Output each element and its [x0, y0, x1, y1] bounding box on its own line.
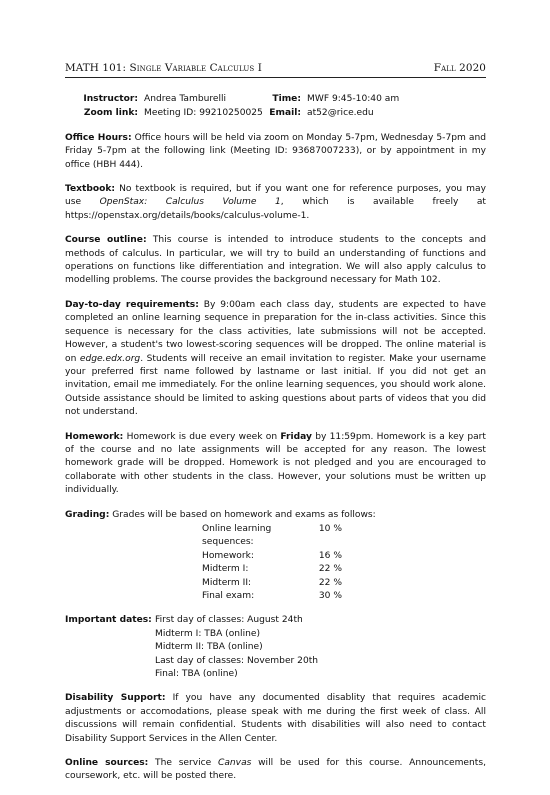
edx-site: edge.edx.org — [79, 353, 141, 364]
textbook-text: No textbook is required, but if you want one for reference purposes, you may use — [65, 184, 486, 208]
grading-section — [65, 509, 486, 522]
grade-item-name: Midterm I: — [202, 564, 249, 575]
zoom-label: Zoom link: — [83, 108, 138, 119]
grade-item-name: Homework: — [202, 550, 254, 561]
online-sources-text: The service — [155, 757, 218, 768]
disability-label: Disability Support: — [65, 693, 166, 704]
important-dates-label: Important dates: — [65, 615, 152, 626]
email-label: Email: — [269, 108, 301, 119]
office-hours-section — [65, 132, 486, 172]
instructor-label: Instructor: — [83, 94, 138, 104]
grade-item-name: Final exam: — [202, 591, 255, 601]
grading-text: Grades will be based on homework and exams as follows: — [112, 509, 376, 520]
grade-item-weight: 22 % — [318, 577, 342, 588]
instructor-name: Andrea Tamburelli — [144, 94, 227, 104]
office-hours-label: Office Hours: — [65, 132, 132, 143]
homework-section — [65, 431, 486, 498]
day-to-day-section — [65, 299, 486, 420]
online-sources-text-rest: will be used for this course. Announcements, coursework, etc. will be posted there. — [65, 757, 486, 782]
disability-section — [65, 692, 486, 746]
grade-item-weight: 30 % — [318, 591, 342, 601]
online-sources-section — [65, 757, 486, 784]
day-to-day-label: Day-to-day requirements: — [65, 299, 199, 310]
disability-text: If you have any documented disablity that requires academic adjustments or accomodations, please speak with me during the first week of class. All discussions will remain confidential. Students with disabilities will also need to contact Disability Support Services in the Allen Center. — [65, 693, 486, 744]
course-outline-label: Course outline: — [65, 235, 147, 246]
course-outline-section — [65, 234, 486, 288]
textbook-section — [65, 183, 486, 223]
office-hours-text: Office hours will be held via zoom on Monday 5-7pm, Wednesday 5-7pm and Friday 5-7pm at the following link (Meeting ID: 93687007233), or by appointment in my office (HBH 444). — [65, 132, 486, 170]
homework-text-rest: by 11:59pm. Homework is a key part of the course and no late assignments will be accepted for any reason. The lowest homework grade will be dropped. Homework is not pledged and you are encouraged to collaborate with other students in the class. However, your solutions must be written up individually. — [65, 431, 486, 496]
homework-label: Homework: — [65, 431, 124, 442]
term: Fall 2020 — [433, 62, 486, 74]
date-item: Final: TBA (online) — [155, 668, 238, 679]
textbook-label: Textbook: — [65, 184, 116, 195]
running-header — [65, 62, 486, 75]
day-to-day-text: By 9:00am each class day, students are expected to have completed an online learning sequence in preparation for the in-class activities. Since this sequence is necessary for the class activities, late submissions will not be accepted. However, a student's two lowest-scoring sequences will be dropped. The online material is on — [65, 299, 486, 364]
email-address[interactable]: at52@rice.edu — [307, 108, 374, 119]
syllabus-body — [65, 93, 486, 795]
grading-label: Grading: — [65, 509, 110, 520]
textbook-link-text: , which is available freely at https://openstax.org/details/books/calculus-volume-1. — [65, 197, 486, 221]
date-item: Midterm II: TBA (online) — [155, 642, 263, 653]
class-time: MWF 9:45-10:40 am — [307, 94, 400, 104]
date-item: Midterm I: TBA (online) — [155, 628, 261, 639]
canvas-service: Canvas — [218, 757, 252, 768]
time-label: Time: — [272, 94, 301, 104]
course-outline-text: This course is intended to introduce students to the concepts and methods of calculus. In particular, we will try to build an understanding of functions and operations on functions like differentiation and integration. We will also apply calculus to modelling problems. The course provides the background necessary for Math 102. — [65, 235, 486, 286]
date-item: Last day of classes: November 20th — [155, 655, 319, 666]
header-rule — [65, 77, 486, 78]
grade-item-name: Midterm II: — [202, 577, 252, 588]
homework-due-day: Friday — [280, 431, 312, 442]
day-to-day-text-rest: . Students will receive an email invitation to register. Make your username your preferred first name followed by lastname or last initial. If you did not get an invitation, email me immediately. For the online learning sequences, you should work alone. Outside assistance should be limited to asking questions about parts of videos that you did not understand. — [65, 353, 486, 418]
grade-item-weight: 10 % — [318, 523, 342, 534]
online-sources-label: Online sources: — [65, 757, 149, 768]
textbook-title: OpenStax: Calculus Volume 1 — [99, 197, 281, 208]
important-dates-list — [155, 614, 318, 681]
date-item: First day of classes: August 24th — [155, 615, 303, 626]
zoom-meeting-id: Meeting ID: 99210250025 — [144, 108, 263, 119]
grade-weights-table — [202, 523, 486, 603]
grade-item-weight: 16 % — [318, 550, 342, 561]
important-dates-section — [65, 614, 486, 681]
grade-item-name: Online learning sequences: — [202, 523, 272, 548]
course-title: MATH 101: Single Variable Calculus I — [65, 62, 262, 74]
course-info-table — [65, 93, 486, 121]
grade-item-weight: 22 % — [318, 564, 342, 575]
homework-text: Homework is due every week on — [126, 431, 281, 442]
